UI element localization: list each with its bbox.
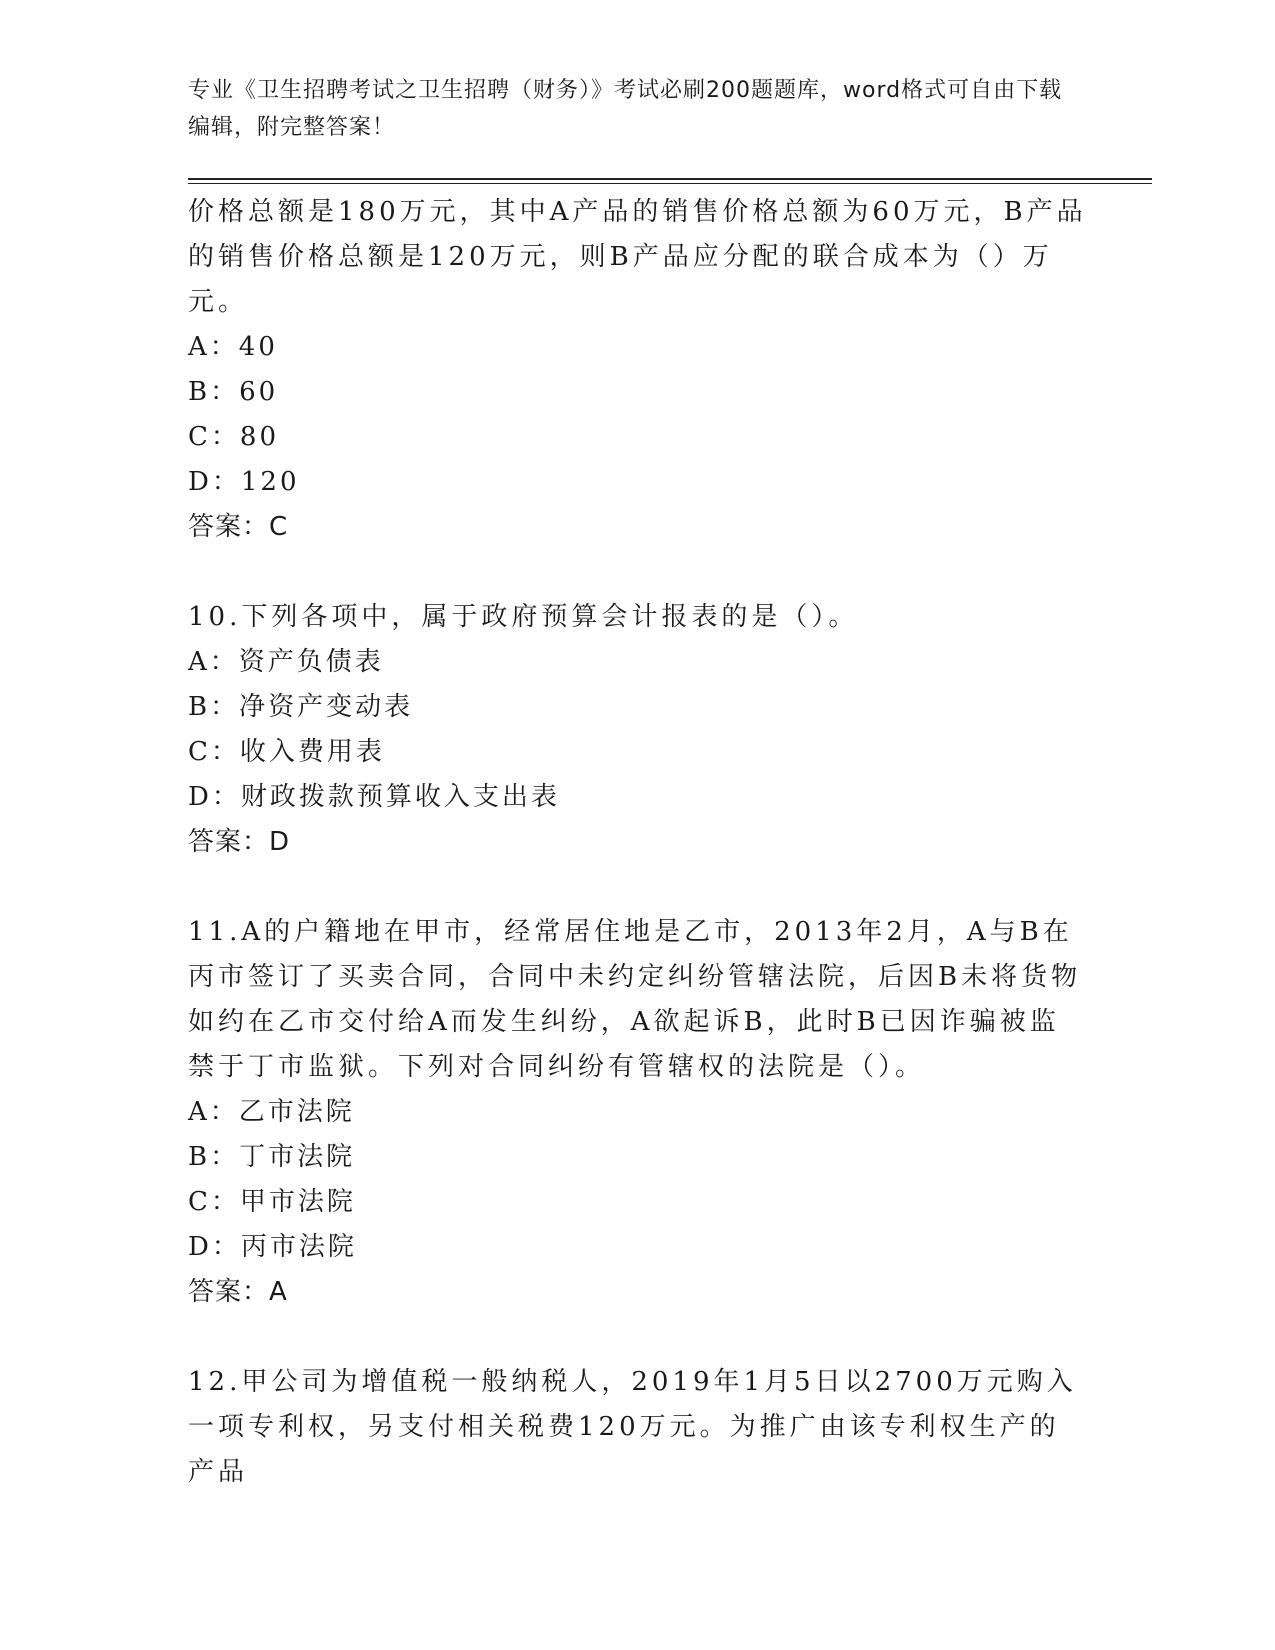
option-d: D：丙市法院	[188, 1232, 357, 1262]
option-b: B：丁市法院	[188, 1142, 356, 1172]
option-b: B：净资产变动表	[188, 692, 414, 722]
question-text: 11.A的户籍地在甲市，经常居住地是乙市，2013年2月，A与B在丙市签订了买卖合同，合同中未约定纠纷管辖法院，后因B未将货物如约在乙市交付给A而发生纠纷，A欲起诉B，此时B已因诈骗被监禁于丁市监狱。下列对合同纠纷有管辖权的法院是（）。	[188, 917, 1082, 1082]
answer: 答案：D	[188, 827, 291, 857]
header-divider-thick	[188, 178, 1152, 180]
spacer	[188, 1315, 1088, 1360]
option-c: C：收入费用表	[188, 737, 385, 767]
question-text: 价格总额是180万元，其中A产品的销售价格总额为60万元，B产品的销售价格总额是120万元，则B产品应分配的联合成本为（）万元。	[188, 197, 1087, 317]
question-12	[188, 1360, 1088, 1495]
option-a: A：乙市法院	[188, 1097, 355, 1127]
option-b: B：60	[188, 377, 279, 407]
question-list	[188, 190, 1088, 1495]
question-11	[188, 910, 1088, 1315]
option-c: C：80	[188, 422, 279, 452]
option-d: D：120	[188, 467, 300, 497]
answer: 答案：C	[188, 512, 289, 542]
option-a: A：资产负债表	[188, 647, 384, 677]
option-d: D：财政拨款预算收入支出表	[188, 782, 560, 812]
question-text: 12.甲公司为增值税一般纳税人，2019年1月5日以2700万元购入一项专利权，另支付相关税费120万元。为推广由该专利权生产的产品	[188, 1367, 1077, 1487]
answer: 答案：A	[188, 1277, 288, 1307]
question-text: 10.下列各项中，属于政府预算会计报表的是（）。	[188, 602, 859, 632]
question-10	[188, 595, 1088, 865]
document-header: 专业《卫生招聘考试之卫生招聘（财务）》考试必刷200题题库，word格式可自由下载编辑，附完整答案！	[188, 78, 1063, 140]
option-c: C：甲市法院	[188, 1187, 356, 1217]
spacer	[188, 865, 1088, 910]
header-divider-thin	[188, 183, 1152, 184]
spacer	[188, 550, 1088, 595]
option-a: A：40	[188, 332, 278, 362]
question-9	[188, 190, 1088, 550]
